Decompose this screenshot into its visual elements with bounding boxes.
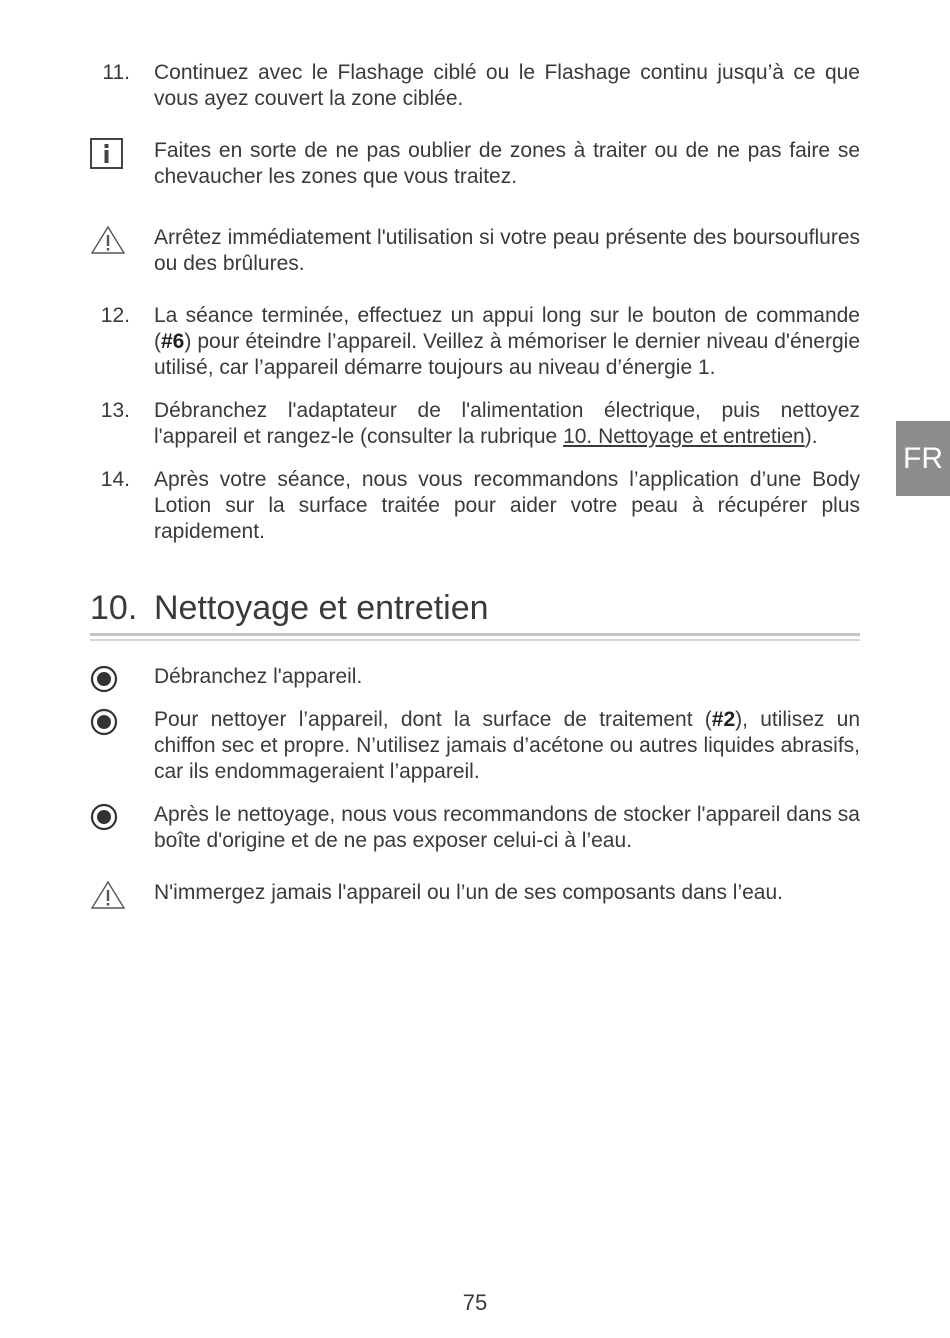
step-number: 13.	[100, 399, 130, 422]
list-item-text: Après le nettoyage, nous vous recommandons de stocker l'appareil dans sa boîte d'origine et de ne pas exposer celui-ci à l’eau.	[154, 803, 860, 852]
warning-note-text: Arrêtez immédiatement l'utilisation si votre peau présente des boursouflures ou des brûlures.	[154, 226, 860, 275]
radio-bullet-icon	[90, 708, 118, 736]
step-number: 12.	[100, 304, 130, 327]
warning-note-text: N'immergez jamais l'appareil ou l’un de ses composants dans l’eau.	[154, 881, 783, 904]
list-item-text: Débranchez l'appareil.	[154, 665, 363, 688]
list-item-text: Pour nettoyer l’appareil, dont la surface de traitement (#2), utilisez un chiffon sec et propre. N’utilisez jamais d’acétone ou autres liquides abrasifs, car ils endommageraient l’appareil.	[154, 708, 860, 783]
warning-triangle-icon	[90, 225, 126, 255]
section-title: Nettoyage et entretien	[154, 589, 489, 627]
section-link[interactable]: 10. Nettoyage et entretien	[563, 425, 805, 448]
language-tab: FR	[896, 421, 950, 496]
heading-rule	[90, 633, 860, 636]
info-note-text: Faites en sorte de ne pas oublier de zones à traiter ou de ne pas faire se chevaucher les zones que vous traitez.	[154, 139, 860, 188]
step-number: 11.	[102, 61, 130, 84]
part-reference: #6	[161, 330, 185, 353]
section-number: 10.	[90, 589, 138, 627]
heading-rule-secondary	[90, 639, 860, 641]
step-text: Débranchez l'adaptateur de l'alimentation électrique, puis nettoyez l'appareil et rangez-le (consulter la rubrique 10. Nettoyage et entretien).	[154, 399, 860, 448]
page-number: 75	[462, 1290, 488, 1315]
part-reference: #2	[711, 708, 736, 731]
step-text: Continuez avec le Flashage ciblé ou le Flashage continu jusqu’à ce que vous ayez couvert la zone ciblée.	[154, 61, 860, 110]
step-text: Après votre séance, nous vous recommandons l’application d’une Body Lotion sur la surface traitée pour aider votre peau à récupérer plus rapidement.	[154, 468, 860, 543]
radio-bullet-icon	[90, 803, 118, 831]
warning-triangle-icon	[90, 880, 126, 910]
step-text: La séance terminée, effectuez un appui long sur le bouton de commande (#6) pour éteindre l’appareil. Veillez à mémoriser le dernier niveau d'énergie utilisé, car l’appareil démarre toujours au niveau d’énergie 1.	[154, 304, 860, 379]
radio-bullet-icon	[90, 665, 118, 693]
step-number: 14.	[100, 468, 130, 491]
info-icon	[90, 138, 124, 170]
